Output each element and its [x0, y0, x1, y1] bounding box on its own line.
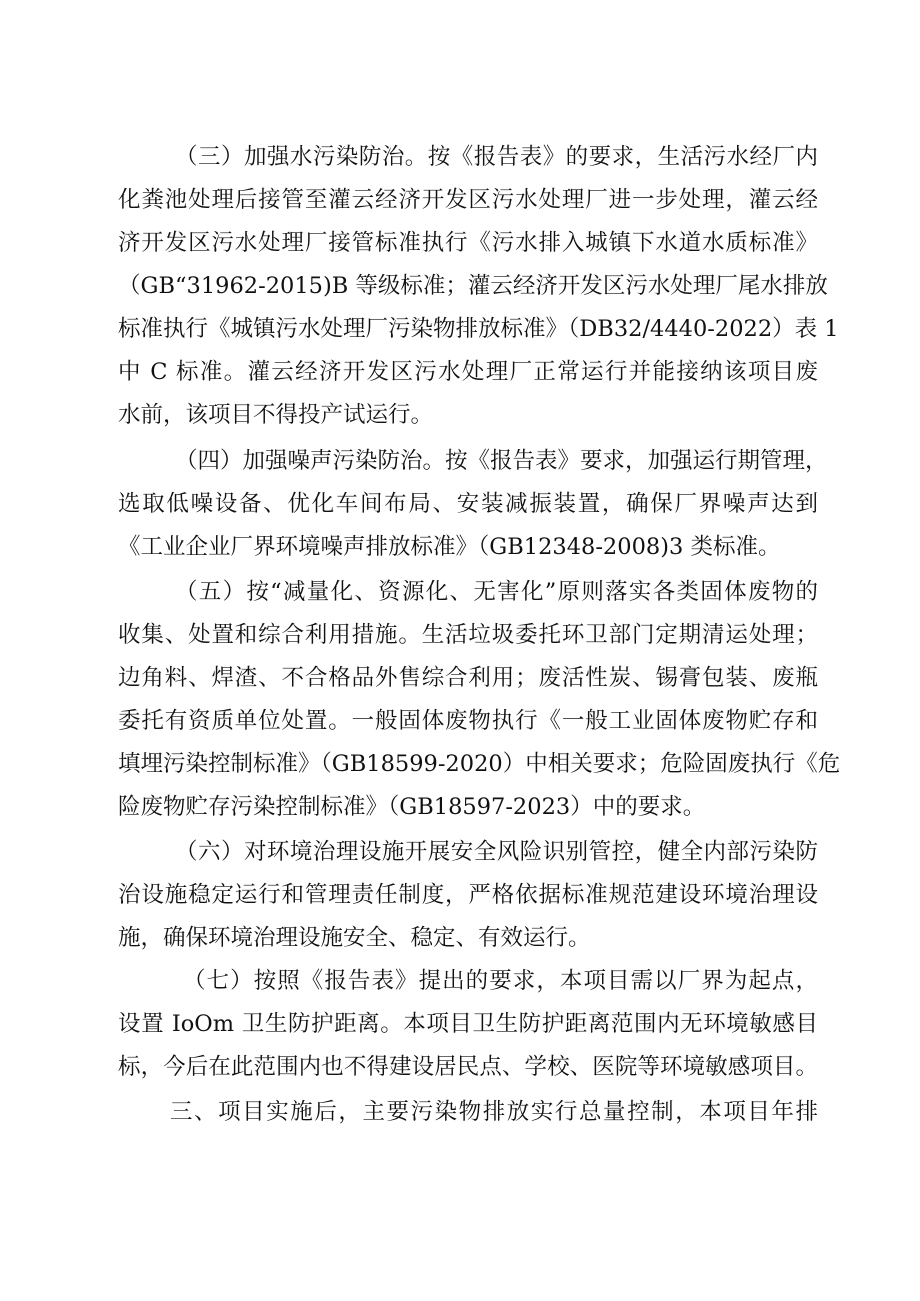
paragraph-3-line-1: （三）加强水污染防治。按《报告表》的要求，生活污水经厂内 [175, 144, 818, 170]
paragraph-6-line-3: 施，确保环境治理设施安全、稳定、有效运行。 [118, 925, 591, 951]
paragraph-3-line-7: 水前，该项目不得投产试运行。 [118, 402, 434, 428]
paragraph-5-line-5: 填埋污染控制标准》（GB18599-2020）中相关要求；危险固废执行《危 [118, 751, 841, 777]
paragraph-5-line-1: （五）按“减量化、资源化、无害化”原则落实各类固体废物的 [175, 579, 818, 605]
section-3-line-1: 三、项目实施后，主要污染物排放实行总量控制，本项目年排 [170, 1099, 818, 1125]
paragraph-7-line-1: （七）按照《报告表》提出的要求，本项目需以厂界为起点， [183, 968, 818, 994]
paragraph-5-line-4: 委托有资质单位处置。一般固体废物执行《一般工业固体废物贮存和 [118, 708, 818, 734]
paragraph-3-line-4: （GB“31962-2015)B 等级标准；灌云经济开发区污水处理厂尾水排放 [118, 273, 828, 299]
paragraph-3-line-5: 标准执行《城镇污水处理厂污染物排放标准》（DB32/4440-2022）表 1 [118, 316, 839, 342]
paragraph-3-line-3: 济开发区污水处理厂接管标准执行《污水排入城镇下水道水质标准》 [118, 230, 818, 256]
paragraph-6-line-2: 治设施稳定运行和管理责任制度，严格依据标准规范建设环境治理设 [118, 882, 818, 908]
paragraph-4-line-1: （四）加强噪声污染防治。按《报告表》要求，加强运行期管理， [175, 448, 828, 474]
paragraph-5-line-3: 边角料、焊渣、不合格品外售综合利用；废活性炭、锡膏包装、废瓶 [118, 665, 818, 691]
paragraph-3-line-2: 化粪池处理后接管至灌云经济开发区污水处理厂进一步处理，灌云经 [118, 187, 818, 213]
paragraph-3-line-6: 中 C 标准。灌云经济开发区污水处理厂正常运行并能接纳该项目废 [118, 359, 818, 385]
paragraph-4-line-3: 《工业企业厂界环境噪声排放标准》（GB12348-2008)3 类标准。 [118, 534, 781, 560]
paragraph-7-line-2: 设置 IoOm 卫生防护距离。本项目卫生防护距离范围内无环境敏感目 [118, 1011, 818, 1037]
paragraph-6-line-1: （六）对环境治理设施开展安全风险识别管控，健全内部污染防 [175, 839, 818, 865]
paragraph-5-line-6: 险废物贮存污染控制标准》（GB18597-2023）中的要求。 [118, 794, 706, 820]
paragraph-7-line-3: 标，今后在此范围内也不得建设居民点、学校、医院等环境敏感项目。 [118, 1054, 818, 1080]
paragraph-5-line-2: 收集、处置和综合利用措施。生活垃圾委托环卫部门定期清运处理； [118, 622, 818, 648]
paragraph-4-line-2: 选取低噪设备、优化车间布局、安装减振装置，确保厂界噪声达到 [118, 491, 818, 517]
